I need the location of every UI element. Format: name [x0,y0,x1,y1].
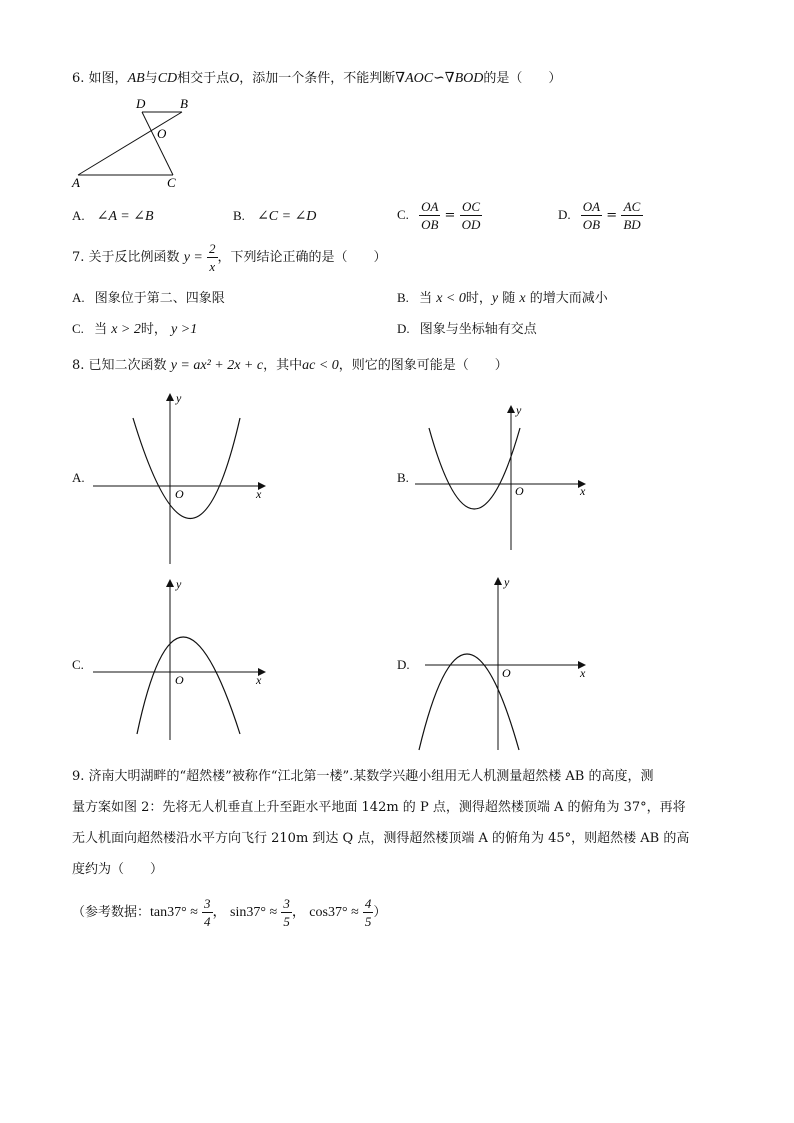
option-text: 图象位于第二、四象限 [94,291,225,306]
origin-label: O [175,673,184,687]
fraction [207,240,218,275]
point-b-label: B [180,96,188,111]
origin-label: O [515,484,524,498]
parabola [133,418,240,519]
option-text: 的增大而减小 [529,291,608,306]
y-label: y [176,577,182,591]
option-label: C. [72,321,84,336]
q6-stem-part: O [229,71,240,86]
q6-stem-part: ∇AOC∽∇BOD [395,71,484,86]
denominator: 4 [204,914,211,929]
q7-func-lhs: y = [183,250,203,265]
fraction [581,198,602,233]
option-text: 时， [140,322,167,337]
q8-stem-post: ，则它的图象可能是（ ） [338,358,508,373]
denominator: 5 [364,914,372,929]
origin-label: O [502,666,511,680]
q6-option-c [397,198,482,233]
q9-line-3: 无人机面向超然楼沿水平方向飞行 210m 到达 Q 点，测得超然楼顶端 A 的俯角为 45°，则超然楼 AB 的高 [72,831,690,846]
ref-sin: ， sin37° ≈ [212,905,278,920]
numerator: 3 [204,896,211,911]
option-math: x > 2 [111,322,141,337]
option-text: 当 [419,291,433,306]
q9-line-1: 9. 济南大明湖畔的“超然楼”被称作“江北第一楼”.某数学兴趣小组用无人机测量超然楼 AB 的高度，测 [72,769,654,784]
denominator: OD [461,217,481,232]
parabola [137,637,240,734]
q7-option-d [397,318,537,337]
option-math: x < 0 [436,291,466,306]
y-label: y [504,575,510,589]
option-label: B. [233,208,245,223]
fraction [419,198,440,233]
fraction [281,895,292,930]
point-o-label: O [157,126,167,141]
graph-b [412,400,597,555]
fraction [460,198,483,233]
origin-label: O [175,487,184,501]
q7-stem-post: ，下列结论正确的是（ ） [217,250,387,265]
option-math: y [491,291,499,306]
y-axis-arrow [507,405,515,413]
graph-c [90,574,280,744]
ref-tan: tan37° ≈ [150,905,198,920]
q6-stem-part: 的是（ ） [483,71,562,86]
q6-stem-part: CD [157,71,178,86]
q7-option-c [72,318,197,338]
q7-option-b [397,287,608,307]
y-label: y [176,391,182,405]
denominator: OB [582,217,601,232]
q8-cond: ac < 0 [302,358,339,373]
graph-a [90,388,280,568]
option-label: C. [397,207,409,222]
parabola [429,428,520,509]
q8-stem-mid: ，其中 [263,358,303,373]
option-label: D. [397,321,410,336]
q8-stem-pre: 已知二次函数 [88,358,167,373]
option-text: 图象与坐标轴有交点 [419,322,537,337]
ref-suffix: ） [373,905,387,920]
denominator: 5 [283,914,290,929]
fraction [202,895,213,930]
ref-cos: ， cos37° ≈ [291,905,359,920]
q6-stem-part: 与 [144,71,158,86]
equals-sign: = [444,208,456,223]
y-axis-arrow [166,393,174,401]
numerator: 3 [283,896,290,911]
x-label: x [256,673,262,687]
option-text: ∠A = ∠B [96,209,154,224]
x-label: x [256,487,262,501]
q8-number: 8. [72,358,85,373]
point-d-label: D [136,96,146,111]
segment-dc [142,112,173,175]
denominator: OB [421,217,439,232]
numerator: AC [621,198,642,216]
graph-a-label: A. [72,470,85,485]
q6-number: 6. [72,71,85,86]
q7-number: 7. [72,250,85,265]
numerator: 2 [209,241,216,256]
y-axis-arrow [494,577,502,585]
graph-d-label: D. [397,657,410,672]
numerator: 4 [364,896,372,911]
point-c-label: C [167,175,176,190]
q6-option-b [233,208,316,225]
option-text: 时， [465,291,492,306]
q7-option-a [72,287,225,306]
graph-b-label: B. [397,470,409,485]
option-text: 当 [94,322,108,337]
q6-figure [70,95,190,190]
numerator: OC [460,198,483,216]
q6-stem-part: 相交于点 [177,71,230,86]
q9-reference-data [72,895,386,930]
q9-line-2: 量方案如图 2：先将无人机垂直上升至距水平地面 142m 的 P 点，测得超然楼顶端 A 的俯角为 37°，再将 [72,800,686,815]
q7-stem-pre: 关于反比例函数 [88,250,180,265]
option-label: D. [558,207,571,222]
equals-sign: = [606,208,618,223]
option-text: 随 [502,291,516,306]
q8-stem [72,354,508,374]
x-label: x [580,484,586,498]
graph-d [412,572,597,752]
q6-option-a [72,208,154,225]
denominator: x [209,259,216,274]
option-math: x [519,291,526,306]
y-axis-arrow [166,579,174,587]
segment-ab [78,112,182,175]
denominator: BD [623,217,641,232]
x-label: x [580,666,586,680]
q8-func: y = ax² + 2x + c [170,358,264,373]
q6-stem [72,67,561,87]
option-text: ∠C = ∠D [257,209,317,224]
numerator: OA [582,199,601,214]
option-label: A. [72,208,85,223]
fraction [621,198,642,233]
q7-stem [72,240,387,275]
numerator: OA [421,199,439,214]
option-math: y >1 [171,322,198,337]
q6-option-d [558,198,643,233]
option-label: A. [72,290,85,305]
q6-stem-part: 如图， [88,71,128,86]
y-label: y [516,403,522,417]
q9-line-4: 度约为（ ） [72,862,164,877]
q6-stem-part: AB [127,71,145,86]
q6-stem-part: ，添加一个条件，不能判断 [239,71,396,86]
point-a-label: A [72,175,80,190]
fraction [363,895,374,930]
graph-c-label: C. [72,657,84,672]
option-label: B. [397,290,409,305]
ref-prefix: （参考数据： [72,905,151,920]
